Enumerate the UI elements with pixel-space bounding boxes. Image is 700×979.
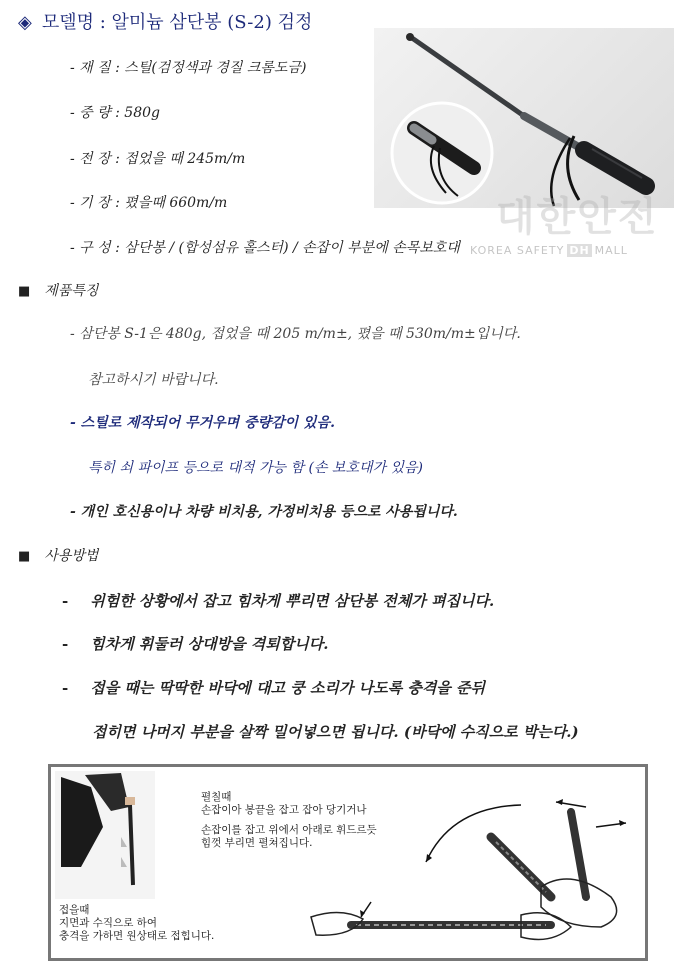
usage-dash: - [62, 592, 69, 610]
usage-illustration [48, 764, 648, 961]
usage-step [62, 633, 328, 654]
usage-step [62, 590, 494, 611]
close-instruction-1: 지면과 수직으로 하여 [59, 917, 157, 929]
spec-components: - 구 성 : 삼단봉 / (합성섬유 홀스터) / 손잡이 부분에 손목보호대 [70, 240, 460, 256]
close-instruction-2: 충격을 가하면 원상태로 접힙니다. [59, 930, 215, 942]
spec-weight: - 중 량 : 580g [70, 105, 160, 121]
usage-text: 위험한 상황에서 잡고 힘차게 뿌리면 삼단봉 전체가 펴집니다. [90, 592, 495, 610]
feature-line: 참고하시기 바랍니다. [88, 372, 219, 388]
feature-line: 특히 쇠 파이프 등으로 대적 가능 함 (손 보호대가 있음) [88, 460, 423, 476]
spec-material: - 재 질 : 스틸(검정색과 경질 크롬도금) [70, 60, 307, 76]
baton-illustration [374, 28, 674, 208]
watermark-logo: 대한안전 [496, 194, 659, 240]
usage-text: 힘차게 휘둘러 상대방을 격퇴합니다. [90, 635, 329, 653]
close-title: 접을때 [59, 904, 90, 916]
section-heading-usage [18, 545, 98, 565]
open-instruction-2: 손잡이를 잡고 위에서 아래로 휘드르듯 [201, 824, 377, 836]
open-instruction-1: 손잡이아 봉끝을 잡고 잡아 당기거나 [201, 804, 367, 816]
square-bullet-icon: ■ [18, 549, 31, 564]
usage-step [62, 677, 485, 698]
section-heading-features [18, 280, 98, 300]
page-title [18, 8, 312, 34]
usage-step-continued: 접히면 나머지 부분을 살짝 밀어넣으면 됩니다. (바닥에 수직으로 박는다.) [92, 723, 579, 741]
watermark-badge: DH [569, 244, 590, 257]
product-photo [374, 28, 674, 208]
diamond-bullet-icon: ◈ [18, 12, 32, 33]
section-title: 제품특징 [44, 283, 99, 299]
usage-dash: - [62, 679, 69, 697]
feature-line: - 스틸로 제작되어 무거우며 중량감이 있음. [70, 415, 335, 431]
watermark-sub-left: KOREA SAFETY [470, 244, 565, 257]
product-model-title: 모델명 : 알미늄 삼단봉 (S-2) 검정 [41, 12, 313, 33]
open-instruction-3: 힘껏 부리면 펼쳐집니다. [201, 837, 313, 849]
section-title: 사용방법 [44, 548, 99, 564]
feature-line: - 개인 호신용이나 차량 비치용, 가정비치용 등으로 사용됩니다. [70, 504, 458, 520]
spec-extended-length: - 기 장 : 폈을때 660m/m [70, 195, 228, 211]
usage-dash: - [62, 635, 69, 653]
square-bullet-icon: ■ [18, 284, 31, 299]
usage-text: 접을 때는 딱딱한 바닥에 대고 쿵 소리가 나도록 충격을 준뒤 [90, 679, 485, 697]
watermark-sub-right: MALL [594, 244, 628, 257]
feature-line: - 삼단봉 S-1은 480g, 접었을 때 205 m/m±, 폈을 때 530m/m±입니다. [70, 326, 521, 342]
spec-folded-length: - 전 장 : 접었을 때 245m/m [70, 151, 246, 167]
watermark-subtitle [470, 244, 628, 257]
open-title: 펼칠때 [201, 791, 232, 803]
